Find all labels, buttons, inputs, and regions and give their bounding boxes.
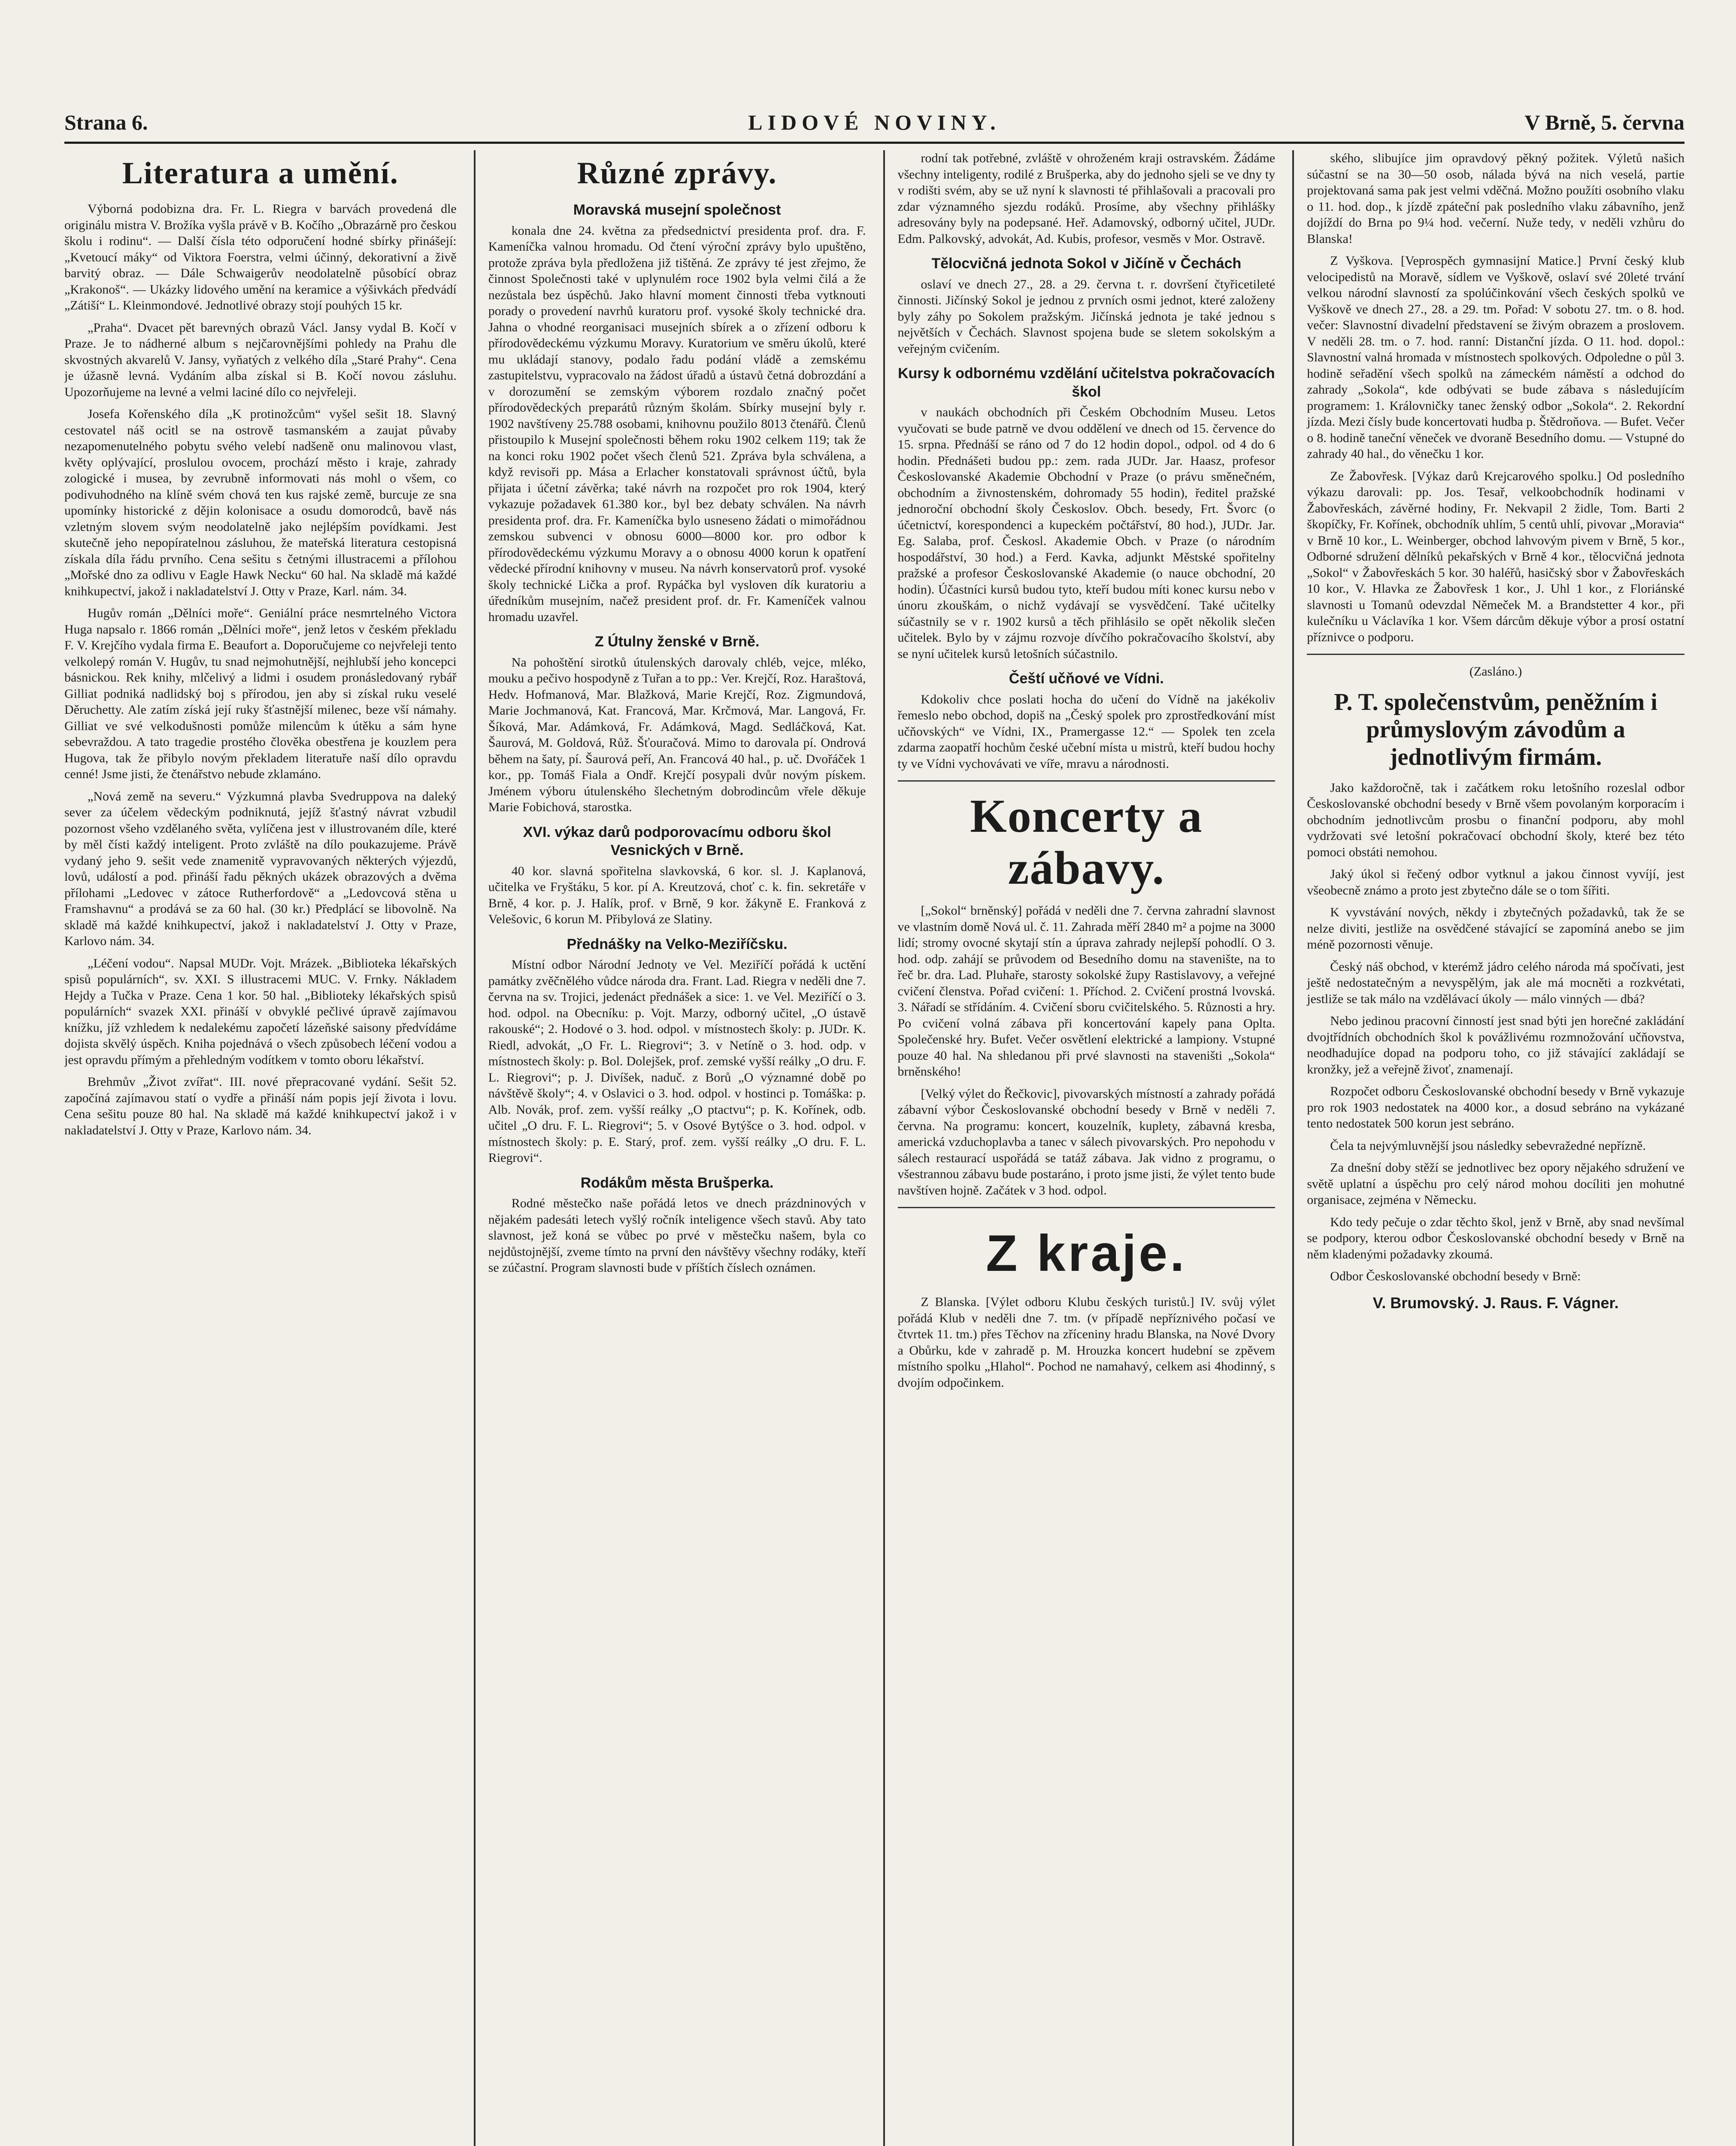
paragraph: Hugův román „Dělníci moře“. Geniální práce nesmrtelného Victora Huga napsalo r. 1866 román „Dělníci moře“, jenž letos v českém překladu F. V. Krejčího vydala firma E. Beaufort a. Doporučujeme co nejvřeleji tento velkolepý román V. Hugův, tu snad nejmohutnější, nejhlubší jeho koncepci básnickou. Rek knihy, mlčelivý a lidmi i osudem pronásledovaný rybář Gilliat podniká nadlidský boj s přírodou, jen aby si získal ruku veselé Děruchetty. Ale zatím získá její ruky šťastnější milenec, beze vší námahy. Gilliat ve své velkodušnosti pomůže milencům k útěku a sám hyne sebevraždou. A tato tragedie prostého člověka obestřena je kouzlem pera Hugova, tak že přibylo novým překladem literatuře naší dílo opravdu cenné! Jsme jisti, že čtenářstvo nebude zklamáno.	[64, 606, 457, 781]
paragraph: Nebo jedinou pracovní činností jest snad býti jen horečné zakládání dvojtřídních obchodních škol k povážlivému rozmnožování učňovstva, neodhadujíce dopad na podporu toho, co již stávající zakládají se kronžky, jež a veřejně živoť, znamenají.	[1307, 1014, 1684, 1076]
section-divider	[898, 1207, 1275, 1208]
masthead-title: LIDOVÉ NOVINY.	[748, 110, 1001, 134]
column-4	[1292, 150, 1684, 2146]
article-heading: Tělocvičná jednota Sokol v Jičíně v Čechách	[931, 255, 1242, 272]
paragraph: Rodné městečko naše pořádá letos ve dnech prázdninových v nějakém padesáti letech vyšlý ročník inteligence všech stavů. Aby tato slavnost, jež koná se vůbec po prvé v městečku našem, byla co nejdůstojnější, zveme tímto na první den návštěvy všechny rodáky, kteří se zúčastní. Program slavnosti bude v příštích číslech oznámen.	[488, 1196, 866, 1275]
paragraph: „Léčení vodou“. Napsal MUDr. Vojt. Mrázek. „Biblioteka lékařských spisů populárních“, sv. XXI. S illustracemi MUC. V. Frnky. Nákladem Hejdy a Tučka v Praze. Cena 1 kor. 50 hal. „Biblioteky lékařských spisů populárních“ svazek XXI. přináší v obvyklé pečlivé úpravě zajímavou knížku, jíž vzhledem k nedalekému započetí lázeňské saisony předvídáme dojista skvělý úspěch. Kniha pojednává o všech způsobech léčení vodou a jest opravdu přímým a přehledným vodítkem v tomto oboru lékařství.	[64, 956, 457, 1067]
paragraph: Na pohoštění sirotků útulenských darovaly chléb, vejce, mléko, mouku a pečivo hospodyně z Tuřan a to pp.: Ver. Krejčí, Roz. Haraštová, Hedv. Hofmanová, Mar. Blažková, Marie Krejčí, Roz. Zigmundová, Marie Jochmanová, Kat. Francová, Mar. Krčmová, Mar. Langová, Fr. Šíková, Mar. Adámková, Fr. Adámková, Magd. Sedláčková, Kat. Šaurová, M. Goldová, Růž. Šťouračová. Mimo to darovala pí. Ondrová během na šaty, pí. Šaurová peří, An. Francová 40 hal., p. uč. Dvořáček 1 kor., pp. Tomáš Fiala a Ondř. Krejčí posypali dvůr novým pískem. Jménem výboru útulenského šlechetným dobrodincům vřele děkuje Marie Fobichová, starostka.	[488, 655, 866, 814]
paragraph: Jako každoročně, tak i začátkem roku letošního rozeslal odbor Českoslovanské obchodní besedy v Brně všem povolaným korporacím i obchodním jednotlivcům prosbu o finanční podporu, aby mohl vydržovati své letošní pokračovací obchodní školy, které bez této pomoci obstáti nemohou.	[1307, 780, 1684, 859]
column-3	[883, 150, 1275, 2146]
paragraph: [„Sokol“ brněnský] pořádá v neděli dne 7. června zahradní slavnost ve vlastním domě Nová ul. č. 11. Zahrada měří 2840 m² a pojme na 3000 lidí; stromy ovocné skytají stín a úprava zahrady nejlepší pohodlí. O 3. hod. odp. zahájí se průvodem od Besedního domu na stavenište, na to řeč br. dra. Lad. Pluhaře, starosty sokolské župy Rastislavovy, a veřejné cvičení členstva. Pořad cvičení: 1. Příchod. 2. Cvičení prostná lvovská. 3. Nářadí se střídáním. 4. Cvičení sboru cvičitelského. 5. Různosti a hry. Po cvičení volná zábava při koncertování kapely pana Oplta. Společenské hry. Bufet. Večer osvětlení elektrické a lampiony. Vstupné pouze 40 hal. Na shledanou při prvé slavnosti na staveništi „Sokola“ brněnského!	[897, 903, 1275, 1079]
paragraph: Místní odbor Národní Jednoty ve Vel. Meziříčí pořádá k uctění památky zvěčnělého vůdce národa dra. Frant. Lad. Riegra v neděli dne 7. června na sv. Trojici, jedenáct přednášek a sice: 1. ve Vel. Meziříčí o 3. hod. odpol. na Obecníku: p. Vojt. Marzy, odborný učitel, „O ústavě rakouské“; 2. Hodové o 3. hod. odpol. v místnostech školy: p. JUDr. K. Riedl, advokát, „O Fr. L. Riegrovi“; 3. v Netíně o 3. hod. odp. v místnostech školy: p. Bol. Dolejšek, prof. zemské vyšší reálky „O dru. F. L. Riegrovi“; p. J. Divíšek, naduč. z Borů „O významné době po návštěvě školy“; 4. v Oslavici o 3. hod. odpol. v hostinci p. Tomáška: p. Alb. Novák, prof. zem. vyšší reálky „O ptactvu“; p. K. Kořínek, odb. učitel „O dru. F. L. Riegrovi“; 5. v Osové Bytýšce o 3. hod. odpol. v místnostech školy: p. E. Starý, prof. zem. vyšší reálky „O dru. F. L. Riegrovi“.	[488, 958, 866, 1165]
top-rule	[64, 142, 1684, 144]
article-heading: Moravská musejní společnost	[573, 202, 781, 218]
paragraph: 40 kor. slavná spořitelna slavkovská, 6 kor. sl. J. Kaplanová, učitelka ve Fryštáku, 5 kor. pí A. Kreutzová, choť c. k. fin. sekretáře v Brně, 4 kor. p. J. Halík, prof. v Brně, 9 kor. žákyně E. Franková z Velešovic, 6 korun M. Přibylová ze Slatiny.	[488, 864, 866, 926]
paragraph: „Nová země na severu.“ Výzkumná plavba Svedruppova na daleký sever za účelem vědeckým podniknutá, jejíž šťastný návrat vzbudil pozornost všeho vzdělaného světa, vylíčena jest v illustrovaném díle, které by měl čísti každý inteligent. Proto zvláště na dílo poukazujeme. Právě vydaný jeho 9. sešit vede znamenitě vypravovaných některých výjezdů, lovů, událostí a pod. přináší řadu pěkných ukázek obrazových a dvěma přílohami „Ledovec v zátoce Rutherfordově“ a „Ledovcová stěna u Framshavnu“ a prodává se za 60 hal. (30 kr.) Předplácí se libovolně. Na skladě má každé knihkupectví, jakož i nakladatelství J. Otty v Praze, Karlovo nám. 34.	[64, 789, 457, 948]
paragraph: Český náš obchod, v kterémž jádro celého národa má spočívati, jest ještě nedostatečným a nevyspělým, jak ale má mocněti a rozkvétati, jestliže se tak málo na vzdělávací úkoly — málo vinných — dbá?	[1307, 959, 1684, 1006]
section-divider	[1307, 654, 1684, 655]
column-2	[474, 150, 866, 2146]
zaslano-label: (Zasláno.)	[1469, 664, 1522, 679]
section-title-z-kraje: Z kraje.	[986, 1225, 1187, 1282]
running-head	[64, 107, 1684, 137]
column-1	[64, 150, 457, 2146]
paragraph: Brehmův „Život zvířat“. III. nové přepracované vydání. Sešit 52. započíná zajímavou statí o vydře a přináší nám popis její života i lovu. Cena sešitu pouze 80 hal. Na skladě má každé knihkupectví jakož i v nakladatelství J. Otty v Praze, Karlovo nám. 34.	[64, 1075, 457, 1137]
article-heading: XVI. výkaz darů podporovacímu odboru škol Vesnických v Brně.	[523, 824, 831, 858]
section-title-koncerty: Koncerty a zábavy.	[970, 790, 1203, 894]
paragraph: Za dnešní doby stěží se jednotlivec bez opory nějakého sdružení ve světě uplatní a úspěchu pro celý národ mohou docíliti jen mohutné organisace, zejména v Německu.	[1307, 1161, 1684, 1207]
page-number: Strana 6.	[64, 110, 148, 134]
paragraph: Jaký úkol si řečený odbor vytknul a jakou činnost vyvíjí, jest všeobecně známo a proto jest zbytečno dále se o tom šířiti.	[1307, 867, 1684, 897]
paragraph: Kdo tedy pečuje o zdar těchto škol, jenž v Brně, aby snad nevšímal se podpory, kterou odbor Českoslovanské obchodní besedy v Brně na něm kladenými požadavky zkoumá.	[1307, 1215, 1684, 1261]
paragraph: Z Blanska. [Výlet odboru Klubu českých turistů.] IV. svůj výlet pořádá Klub v neděli dne 7. tm. (v případě nepříznivého počasí ve čtvrtek 11. tm.) přes Těchov na zříceniny hradu Blanska, na Nové Dvory a Obůrku, kde v zahradě p. M. Hrouzka koncert hudební se zpěvem místního spolku „Hlahol“. Pochod ne namahavý, celkem asi 4hodinný, s dvojím odpočinkem.	[897, 1295, 1275, 1390]
signoff-line: Odbor Českoslovanské obchodní besedy v Brně:	[1330, 1269, 1581, 1284]
section-title-ruzne-zpravy: Různé zprávy.	[577, 156, 777, 190]
paragraph: rodní tak potřebné, zvláště v ohroženém kraji ostravském. Žádáme všechny inteligenty, rodilé z Brušperka, aby do jednoho sjeli se ve dny ty v rodišti svém, aby se už nyní k slavnosti té přihlašovali a pracovali pro zdar významného sjezdu rodáků. Prosíme, aby všechny přihlášky adresovány byly na podepsané. Heř. Adamovský, odborný učitel, JUDr. Edm. Palkovský, advokát, Ad. Kubis, profesor, vesměs v Mor. Ostravě.	[897, 151, 1275, 246]
paragraph: Čela ta nejvýmluvnější jsou následky sebevražedné nepřízně.	[1330, 1138, 1646, 1153]
section-divider	[898, 780, 1275, 782]
article-columns	[64, 150, 1684, 2146]
paragraph: konala dne 24. května za předsednictví presidenta prof. dra. F. Kameníčka valnou hromadu. Od čtení výroční zprávy bylo upuštěno, protože zpráva byla předložena již tištěná. Ze zprávy té jest zřejmo, že činnost Společnosti také v uplynulém roce 1902 byla velmi čilá a že nezůstala bez úspěchů. Jako hlavní moment činnosti třeba vytknouti porady o provedení navrhů kuratoru prof. vysoké školy technické dra. Jahna o vhodné reorganisaci musejních sbírek a o zřízení odboru k přírodovědeckému výzkumu Moravy. Kuratorium ve směru úkolů, které mu ukládají stanovy, podalo řadu podání vládě a zemskému zastupitelstvu, vypracovalo na žádost úřadů a ústavů četná dobrozdání a v dorozumění se zemským výborem rozdalo značný počet přírodovědeckých preparátů různým školám. Sbírky musejní byly r. 1902 navštíveny 25.788 osobami, knihovnu použilo 8013 čtenářů. Členů přistoupilo k Musejní společnosti během roku 1902 celkem 119; tak že na konci roku 1902 počet všech členů 521. Zpráva byla schválena, a když revisoři pp. Mása a Erlacher konstatovali správnost účtů, byla přijata i účetní závěrka; také návrh na rozpočet pro rok 1904, který vykazuje požadavek 61.380 kor., byl bez debaty schválen. Na návrh presidenta prof. dra. Fr. Kameníčka bylo usneseno žádati o mimořádnou zemskou subvenci v obnosu 6000—8000 kor. pro odbor k přírodovědeckému výzkumu Moravy a o obnosu 4000 korun k opatření vědecké přírodní knihovny v museu. Na návrh konservatorů prof. vysoké školy technické Lička a prof. Rypáčka byl vysloven dík kuratoriu a úředníkům musejním, načež president prof. dr. Fr. Kameníček valnou hromadu uzavřel.	[488, 223, 866, 624]
paragraph: Ze Žabovřesk. [Výkaz darů Krejcarového spolku.] Od posledního výkazu darovali: pp. Jos. Tesař, velkoobchodník hodinami v Žabovřeskách, závěrné hodiny, Fr. Nekvapil 2 židle, Tom. Barti 2 škopíčky, Fr. Kořínek, obchodník uhlím, 5 centů uhlí, pivovar „Moravia“ v Brně 10 kor., L. Weinberger, obchod lahvovým pivem v Brně, 5 kor., Odborné sdružení dělníků pekařských v Brně 4 kor., tělocvičná jednota „Sokol“ v Žabovřeskách 5 kor. 30 haléřů, hasičský sbor v Žabovřeskách 10 kor., V. Hlavka ze Žabovřesk 1 kor., J. Uhl 1 kor., z Floriánské slavnosti u Tomanů odevzdal Němeček M. a Brandstetter 4 kor., při kulečníku u Václavíka 1 kor. Všem dárcům děkuje výbor a prosí ostatní příznivce o podporu.	[1307, 469, 1684, 644]
paragraph: Josefa Kořenského díla „K protinožcům“ vyšel sešit 18. Slavný cestovatel náš ocitl se na ostrově tasmanském a zaujat půvaby nezapomenutelného pobytu svého velebí nadšeně onu malinovou vlast, květy oplývající, proslulou ovocem, prochází město i kraje, zahrady zologické i musea, by zevrubně informovati nás mohl o všem, co podivuhodného na klíně svém chová ten kus rajské země, burcuje ze sna upomínky historické z dějin kolonisace a osudu domorodců, bavě nás vzletným slovem svým neodolatelně jako nejlépším povídkami. Jest skutečně jeho nepopíratelnou zásluhou, že mateřská literatura cestopisná získala díla řádu prvního. Cena sešitu s četnými illustracemi a přílohou „Mořské dno za odlivu v Eagle Hawk Necku“ 60 hal. Na skladě má každé knihkupectví, jakož i nakladatelství J. Otty v Praze, Karl. nám. 34.	[64, 407, 457, 598]
article-heading: Čeští učňové ve Vídni.	[1009, 670, 1164, 687]
notice-title: P. T. společenstvům, peněžním i průmyslovým závodům a jednotlivým firmám.	[1334, 688, 1657, 771]
article-heading: Rodákům města Brušperka.	[580, 1174, 774, 1191]
article-heading: Kursy k odbornému vzdělání učitelstva pokračovacích škol	[898, 365, 1275, 400]
paragraph: „Praha“. Dvacet pět barevných obrazů Václ. Jansy vydal B. Kočí v Praze. Je to nádherné album s nejčarovnějšími pohledy na Prahu dle skvostných akvarelů V. Jansy, vyňatých z velkého díla „Staré Prahy“. Cena je úžasně levná. Vydáním alba získal si B. Kočí novou zásluhu. Upozorňujeme na levné a velmi laciné dílo co nejvřeleji.	[64, 320, 457, 399]
paragraph: [Velký výlet do Řečkovic], pivovarských místností a zahrady pořádá zábavní výbor Českoslovanské obchodní besedy v Brně v neděli 7. června. Na programu: koncert, kouzelník, kuplety, zábavná kresba, americká vzduchoplavba a tanec v sálech pivovarských. Pro nepohodu v sálech restaurací uspořádá se tatáž zábava. Jak vidno z programu, o všestrannou zábavu bude postaráno, i proto jsme jisti, že výlet tento bude navštíven hojně. Začátek v 3 hod. odpol.	[897, 1086, 1275, 1197]
paragraph: K vyvstávání nových, někdy i zbytečných požadavků, tak že se nelze diviti, jestliže na osvědčené stávající se zapomíná anebo se jim méně pozornosti věnuje.	[1307, 905, 1684, 952]
article-heading: Z Útulny ženské v Brně.	[594, 633, 760, 650]
paragraph: v naukách obchodních při Českém Obchodním Museu. Letos vyučovati se bude patrně ve dvou oddělení ve dnech od 15. července do 15. srpna. Přednáší se ráno od 7 do 12 hodin dopol., odpol. od 4 do 6 hodin. Přednášeti budou pp.: zem. rada JUDr. Jar. Haasz, profesor Českoslovanské Akademie Obchodní v Praze (o právu směnečném, obchodním a živnostenském, dohromady 55 hodin), ředitel pražské jednoroční obchodní školy Českoslov. Obch. besedy, Frt. Švorc (o účetnictví, korespondenci a kupeckém počtářství, 80 hod.), JUDr. Jar. Eg. Salaba, prof. Českosl. Akademie Obch. v Praze (o národním hospodářství, 30 hod.) a Ferd. Kavka, adjunkt Městské spořitelny pražské a profesor Českoslovanské Akademie (o nauce obchodní, 20 hodin). Účastníci kursů budou tyto, kteří budou míti konec kursu nebo v únoru zkouškám, o nichž vydávají se vysvědčení. Také učitelky súčastnily se v r. 1902 kursů a těch přihlásilo se opět několik slečen učitelek. Bylo by v zájmu rozvoje dívčího pokračovacího školství, aby se nyní učitelek kursů letošních súčastnilo.	[897, 405, 1275, 661]
issue-date: V Brně, 5. června	[1524, 110, 1684, 134]
section-title-literatura: Literatura a umění.	[122, 156, 399, 190]
paragraph: Z Vyškova. [Veprospěch gymnasijní Matice.] První český klub velocipedistů na Moravě, sídlem ve Vyškově, oslaví své 20leté trvání velkou národní slavností za spolúčinkování všech českých spolků ve Vyškově ve dnech 27., 28. a 29. tm. Pořad: V sobotu 27. tm. o 8. hod. večer: Slavnostní divadelní představení se živým obrazem a proslovem. V neděli 28. tm. o 7. hod. ranní: Distanční jízda. O 11. hod. dopol.: Slavnostní valná hromada v místnostech spolkových. Odpoledne o půl 3. hodině seřadění všech spolků na zámeckém náměstí a odchod do zahrady „Sokola“, kde odbývati se bude zábava s následujícím programem: 1. Královničky tanec ženský odbor „Sokola“. 2. Rekordní jízda. Mezi čísly bude koncertovati hudba p. Štědroňova. — Bufet. Večer o 8. hodině taneční věneček ve dvoraně Besedního domu. — Vstupné do zahrady 40 hal., do věnečku 1 kor.	[1307, 254, 1684, 461]
paragraph: oslaví ve dnech 27., 28. a 29. června t. r. dovršení čtyřicetileté činnosti. Jičínský Sokol je jednou z prvních osmi jednot, které založeny byly záhy po Sokolem pražským. Jičínská jednota je také jednou s největších v Čechách. Slavnost spojena bude se sletem sokolským a veřejným cvičením.	[897, 277, 1275, 356]
paragraph: Výborná podobizna dra. Fr. L. Riegra v barvách provedená dle originálu mistra V. Brožíka vyšla právě v B. Kočího „Obrazárně pro českou školu i rodinu“. — Další čísla této odporučení hodné sbírky přinášejí: „Kvetoucí máky“ od Viktora Foerstra, velmi účinný, dekorativní a živě barvitý obraz. — Dále Schwaigerův neodolatelně působící obraz „Krakonoš“. — Ukázky lidového umění na keramice a výšivkách předvádí „Zátiší“ L. Kleinmondové. Jednotlivé obrazy stojí pouhých 15 kr.	[64, 202, 457, 312]
paragraph: ského, slibujíce jim opravdový pěkný požitek. Výletů našich súčastní se na 30—50 osob, nálada bývá na nich veselá, partie projektovaná sama pak jest velmi vděčná. Možno použíti osobního vlaku o 11. hod. dop., k jízdě zpáteční pak posledního vlaku zábavního, jenž dojíždí do Brna po 9¼ hod. večerní. Nuže tedy, v neděli vzhůru do Blanska!	[1307, 151, 1684, 246]
signers: V. Brumovský. J. Raus. F. Vágner.	[1372, 1294, 1619, 1312]
paragraph: Kdokoliv chce poslati hocha do učení do Vídně na jakékoliv řemeslo nebo obchod, dopiš na „Český spolek pro zprostředkování míst učňovských“ ve Vídni, IX., Pramergasse 12.“ — Spolek ten zcela zdarma zaopatří hochům české učební místa u mistrů, kteří budou hochy ty ve Vídni vychovávati ve víře, mravu a národnosti.	[897, 692, 1275, 771]
article-heading: Přednášky na Velko-Meziříčsku.	[567, 936, 788, 952]
paragraph: Rozpočet odboru Českoslovanské obchodní besedy v Brně vykazuje pro rok 1903 nedostatek na 4000 kor., a dosud sebráno na vykázané tento nedostatek 500 korun jest sebráno.	[1307, 1084, 1684, 1131]
